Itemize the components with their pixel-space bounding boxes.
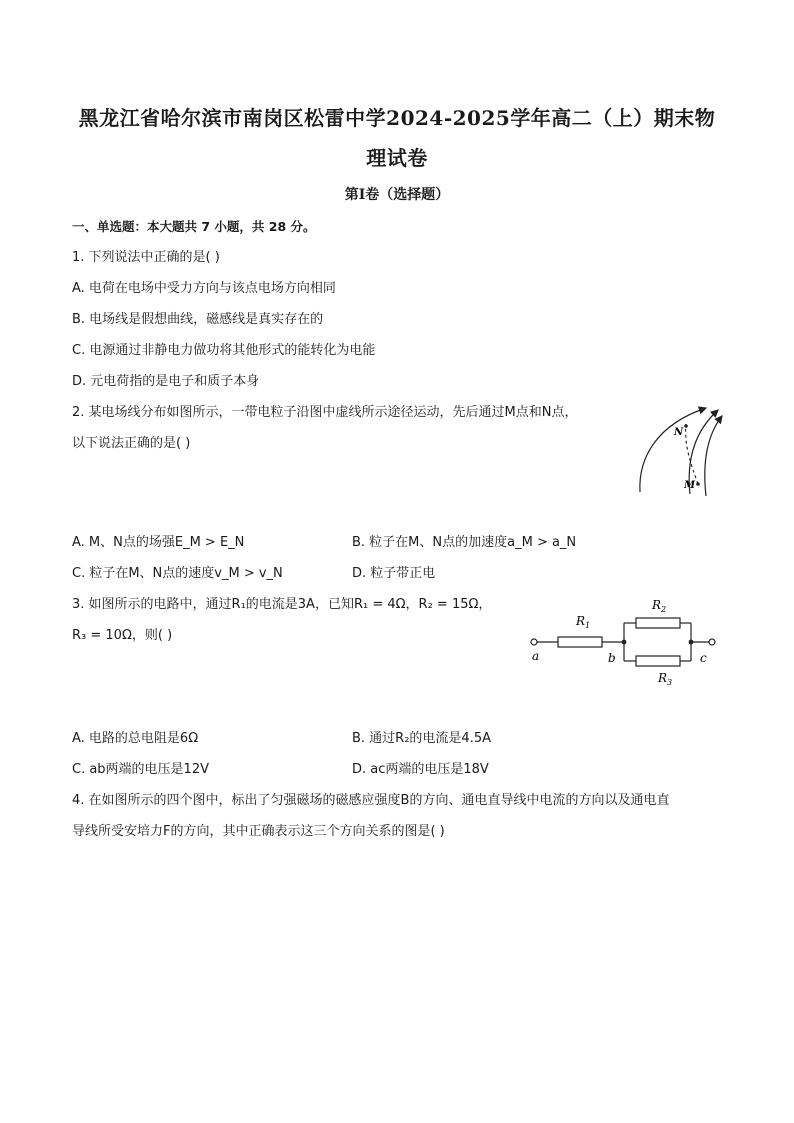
q1-option-b: B. 电场线是假想曲线，磁感线是真实存在的 [72,312,324,327]
q2-stem-line2: 以下说法正确的是( ) [72,436,191,451]
q3-stem-line1: 3. 如图所示的电路中，通过R₁的电流是3A，已知R₁ = 4Ω，R₂ = 15Ω， [72,597,492,612]
q3-option-b: B. 通过R₂的电流是4.5A [352,731,491,746]
resistor-r3 [636,656,680,666]
label-c: c [700,651,707,665]
q2-option-d: D. 粒子带正电 [352,566,436,581]
label-r2: $R_2$ [652,598,667,614]
q1-stem: 1. 下列说法中正确的是( ) [72,250,220,265]
q2-stem-line1: 2. 某电场线分布如图所示，一带电粒子沿图中虚线所示途径运动，先后通过M点和N点， [72,405,578,420]
section-heading-single-choice: 一、单选题：本大题共 7 小题，共 28 分。 [72,219,316,234]
q1-option-a: A. 电荷在电场中受力方向与该点电场方向相同 [72,281,336,296]
q2-option-a: A. M、N点的场强E_M > E_N [72,535,245,550]
node-c-junction [689,640,694,645]
q3-option-d: D. ac两端的电压是18V [352,762,489,777]
label-b: b [608,651,616,665]
field-line [640,408,706,492]
q4-stem-line1: 4. 在如图所示的四个图中，标出了匀强磁场的磁感应强度B的方向、通电直导线中电流的方向以及通电直 [72,793,670,808]
point-n [684,424,688,428]
field-line [705,416,722,496]
resistor-r1 [558,637,602,647]
label-m: M [684,480,696,491]
exam-title-line1: 黑龙江省哈尔滨市南岗区松雷中学2024-2025学年高二（上）期末物 [78,106,716,130]
q2-electric-field-figure [628,402,724,498]
label-r3: $R_3$ [658,671,673,687]
resistor-r2 [636,618,680,628]
label-n: N [674,427,684,438]
q3-stem-line2: R₃ = 10Ω，则( ) [72,628,173,643]
q3-option-a: A. 电路的总电阻是6Ω [72,731,199,746]
label-r1: $R_1$ [576,614,591,630]
q2-option-b: B. 粒子在M、N点的加速度a_M > a_N [352,535,577,550]
point-m [696,482,700,486]
q4-stem-line2: 导线所受安培力F的方向，其中正确表示这三个方向关系的图是( ) [72,824,445,839]
q1-option-d: D. 元电荷指的是电子和质子本身 [72,374,260,389]
q3-circuit-diagram [524,594,724,694]
q3-option-c: C. ab两端的电压是12V [72,762,209,777]
q1-option-c: C. 电源通过非静电力做功将其他形式的能转化为电能 [72,343,376,358]
node-b [622,640,627,645]
paper-section-heading: 第Ⅰ卷（选择题） [344,187,450,203]
label-a: a [532,649,540,663]
exam-title-line2: 理试卷 [366,146,428,170]
q2-option-c: C. 粒子在M、N点的速度v_M > v_N [72,566,283,581]
